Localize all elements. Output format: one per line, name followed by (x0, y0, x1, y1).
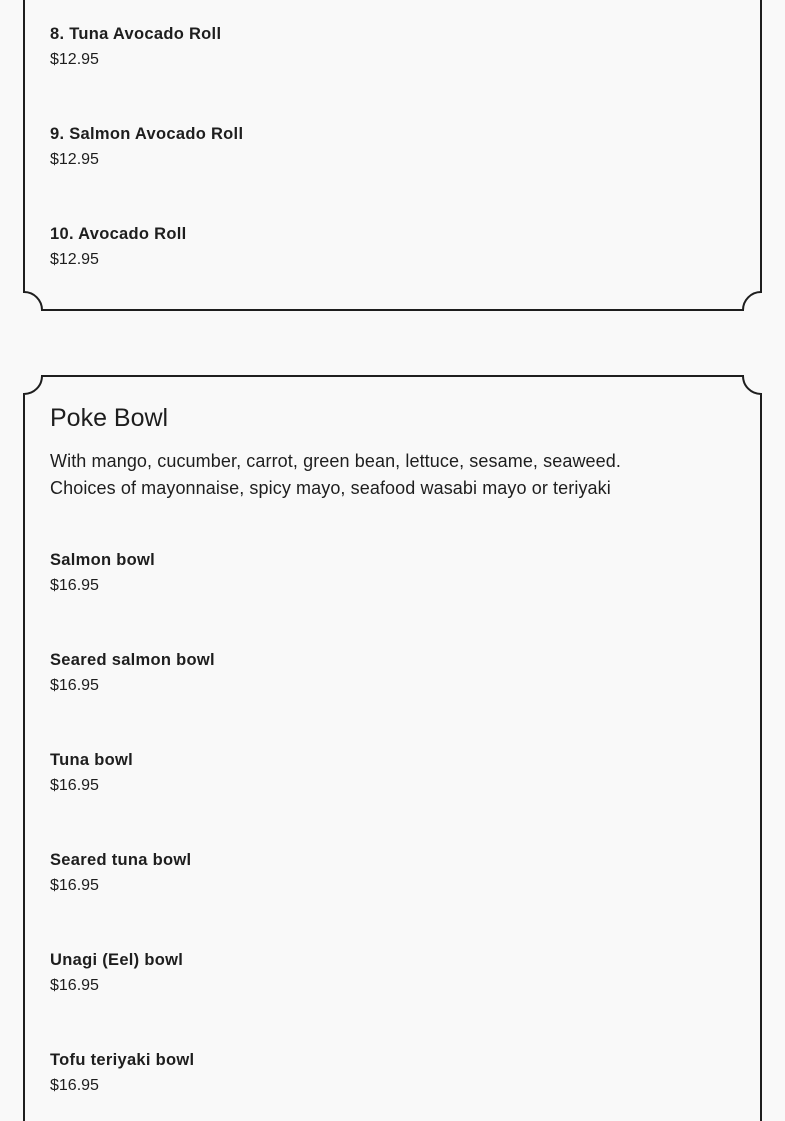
section-title: Poke Bowl (50, 404, 169, 432)
menu-item (50, 1050, 194, 1096)
poke-bowl-card (24, 376, 761, 1121)
description-line: Choices of mayonnaise, spicy mayo, seafood wasabi mayo or teriyaki (50, 478, 611, 498)
item-name: Salmon bowl (50, 551, 156, 569)
item-price: $16.95 (50, 877, 99, 894)
item-name: Seared salmon bowl (50, 651, 215, 669)
item-name: Tofu teriyaki bowl (50, 1051, 195, 1069)
menu-item (50, 750, 133, 796)
item-price: $12.95 (50, 51, 99, 68)
item-name: 9. Salmon Avocado Roll (50, 125, 244, 143)
item-price: $16.95 (50, 777, 99, 794)
menu-item (50, 124, 243, 170)
menu-item (50, 950, 183, 996)
item-price: $16.95 (50, 1077, 99, 1094)
item-name: 10. Avocado Roll (50, 225, 187, 243)
roll-menu-card (24, 0, 761, 311)
description-line: With mango, cucumber, carrot, green bean, lettuce, sesame, seaweed. (50, 451, 621, 471)
menu-item (50, 850, 191, 896)
item-price: $16.95 (50, 677, 99, 694)
item-name: Tuna bowl (50, 751, 134, 769)
item-name: Unagi (Eel) bowl (50, 951, 184, 969)
menu-item (50, 224, 187, 270)
item-price: $12.95 (50, 251, 99, 268)
item-name: Seared tuna bowl (50, 851, 192, 869)
menu-item (50, 650, 215, 696)
menu-item (50, 550, 155, 596)
section-description (50, 448, 740, 502)
item-price: $16.95 (50, 577, 99, 594)
item-name: 8. Tuna Avocado Roll (50, 25, 222, 43)
item-price: $12.95 (50, 151, 99, 168)
menu-item (50, 24, 221, 70)
item-price: $16.95 (50, 977, 99, 994)
